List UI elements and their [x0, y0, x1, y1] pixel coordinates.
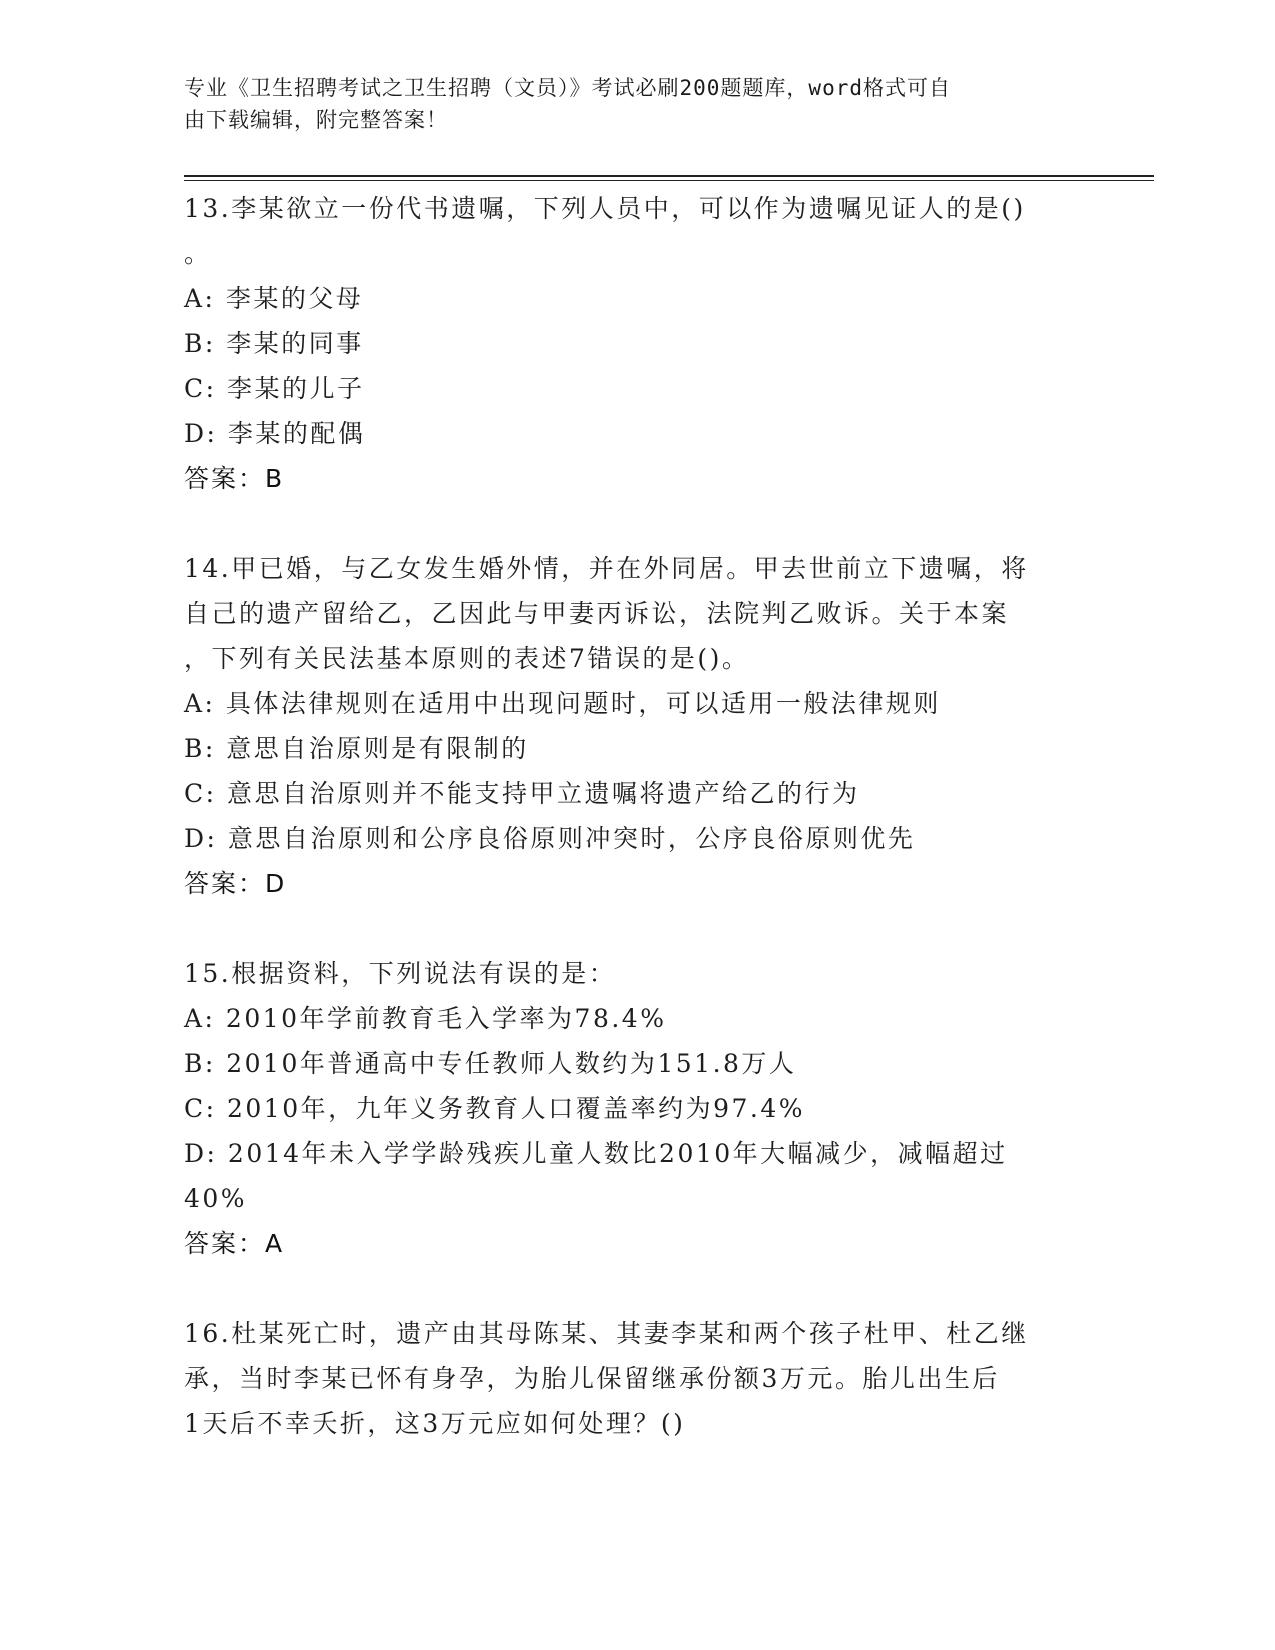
question-15-option-a: A: 2010年学前教育毛入学率为78.4% — [184, 1004, 667, 1033]
document-header — [184, 72, 1064, 136]
question-spacer — [184, 906, 1084, 951]
question-14-stem-line-1: 14.甲已婚，与乙女发生婚外情，并在外同居。甲去世前立下遗嘱，将 — [184, 554, 1029, 583]
question-14 — [184, 546, 1084, 906]
question-16-stem-line-2: 承，当时李某已怀有身孕，为胎儿保留继承份额3万元。胎儿出生后 — [184, 1364, 1000, 1393]
header-line-1: 专业《卫生招聘考试之卫生招聘（文员）》考试必刷200题题库，word格式可自 — [184, 76, 951, 100]
question-13-option-b: B: 李某的同事 — [184, 329, 364, 358]
question-list — [184, 186, 1084, 1446]
question-14-option-a: A: 具体法律规则在适用中出现问题时，可以适用一般法律规则 — [184, 689, 941, 718]
question-15-stem-line-1: 15.根据资料，下列说法有误的是： — [184, 959, 617, 988]
question-14-option-d: D: 意思自治原则和公序良俗原则冲突时，公序良俗原则优先 — [184, 824, 916, 853]
question-13-answer: 答案：B — [184, 464, 285, 493]
question-spacer — [184, 1266, 1084, 1311]
question-15-option-d: D: 2014年未入学学龄残疾儿童人数比2010年大幅减少，减幅超过 — [184, 1139, 1008, 1168]
question-14-option-b: B: 意思自治原则是有限制的 — [184, 734, 529, 763]
question-15-option-d-continued: 40% — [184, 1184, 248, 1213]
question-15-answer: 答案：A — [184, 1229, 285, 1258]
header-divider-thin — [184, 180, 1154, 181]
question-13-option-c: C: 李某的儿子 — [184, 374, 365, 403]
question-13-option-a: A: 李某的父母 — [184, 284, 364, 313]
question-16-stem-line-1: 16.杜某死亡时，遗产由其母陈某、其妻李某和两个孩子杜甲、杜乙继 — [184, 1319, 1029, 1348]
question-13 — [184, 186, 1084, 501]
header-line-2: 由下载编辑，附完整答案！ — [184, 108, 448, 132]
question-15 — [184, 951, 1084, 1266]
question-13-option-d: D: 李某的配偶 — [184, 419, 366, 448]
question-spacer — [184, 501, 1084, 546]
question-13-stem-line-1: 13.李某欲立一份代书遗嘱，下列人员中，可以作为遗嘱见证人的是() — [184, 194, 1026, 223]
question-14-option-c: C: 意思自治原则并不能支持甲立遗嘱将遗产给乙的行为 — [184, 779, 860, 808]
question-15-option-b: B: 2010年普通高中专任教师人数约为151.8万人 — [184, 1049, 797, 1078]
question-13-stem-line-2: 。 — [184, 239, 212, 268]
question-14-answer: 答案：D — [184, 869, 287, 898]
question-16 — [184, 1311, 1084, 1446]
header-divider-thick — [184, 175, 1154, 177]
question-15-option-c: C: 2010年，九年义务教育人口覆盖率约为97.4% — [184, 1094, 806, 1123]
question-16-stem-line-3: 1天后不幸夭折，这3万元应如何处理？() — [184, 1409, 686, 1438]
question-14-stem-line-3: ，下列有关民法基本原则的表述7错误的是()。 — [184, 644, 750, 673]
question-14-stem-line-2: 自己的遗产留给乙，乙因此与甲妻丙诉讼，法院判乙败诉。关于本案 — [184, 599, 1010, 628]
